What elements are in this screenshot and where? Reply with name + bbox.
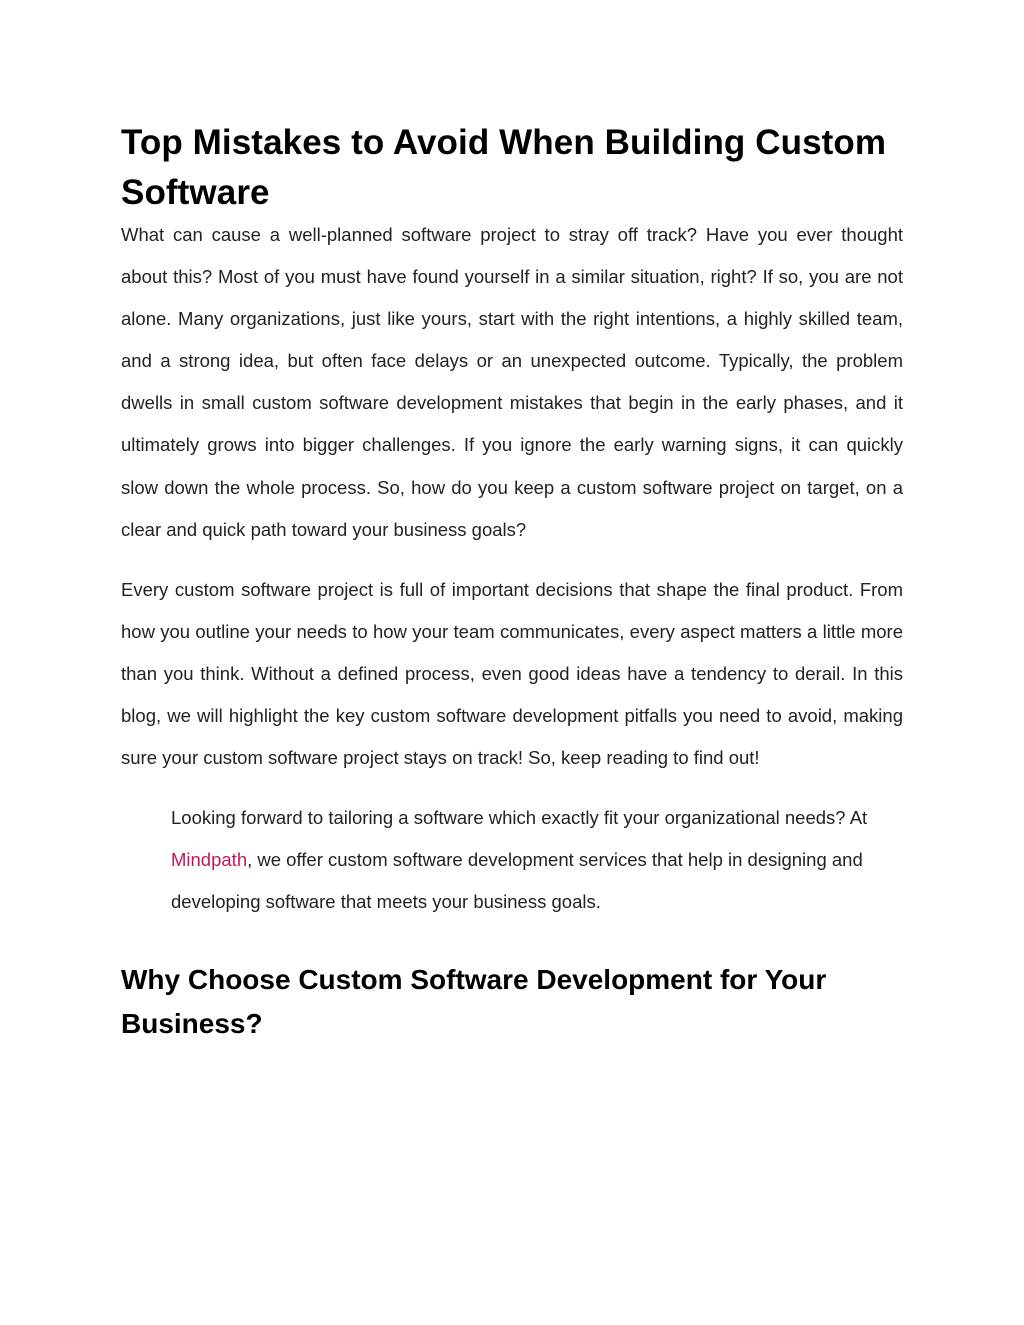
document-page — [121, 118, 903, 1046]
mindpath-link[interactable]: Mindpath — [171, 849, 248, 871]
callout-block — [171, 797, 871, 923]
callout-text-before: Looking forward to tailoring a software which exactly fit your organizational needs? At — [171, 807, 868, 829]
callout-text-after: , we offer custom software development services that help in designing and developing software that meets your business goals. — [171, 849, 863, 913]
intro-paragraph: What can cause a well-planned software project to stray off track? Have you ever thought about this? Most of you must have found yourself in a similar situation, right? If so, you are not alone. Many organizations, just like yours, start with the right intentions, a highly skilled team, and a strong idea, but often face delays or an unexpected outcome. Typically, the problem dwells in small custom software development mistakes that begin in the early phases, and it ultimately grows into bigger challenges. If you ignore the early warning signs, it can quickly slow down the whole process. So, how do you keep a custom software project on target, on a clear and quick path toward your business goals? — [121, 224, 903, 540]
second-paragraph: Every custom software project is full of important decisions that shape the final product. From how you outline your needs to how your team communicates, every aspect matters a little more than you think. Without a defined process, even good ideas have a tendency to derail. In this blog, we will highlight the key custom software development pitfalls you need to avoid, making sure your custom software project stays on track! So, keep reading to find out! — [121, 578, 903, 769]
section-heading: Why Choose Custom Software Development for Your Business? — [121, 963, 827, 1039]
article-title: Top Mistakes to Avoid When Building Custom Software — [121, 123, 887, 212]
